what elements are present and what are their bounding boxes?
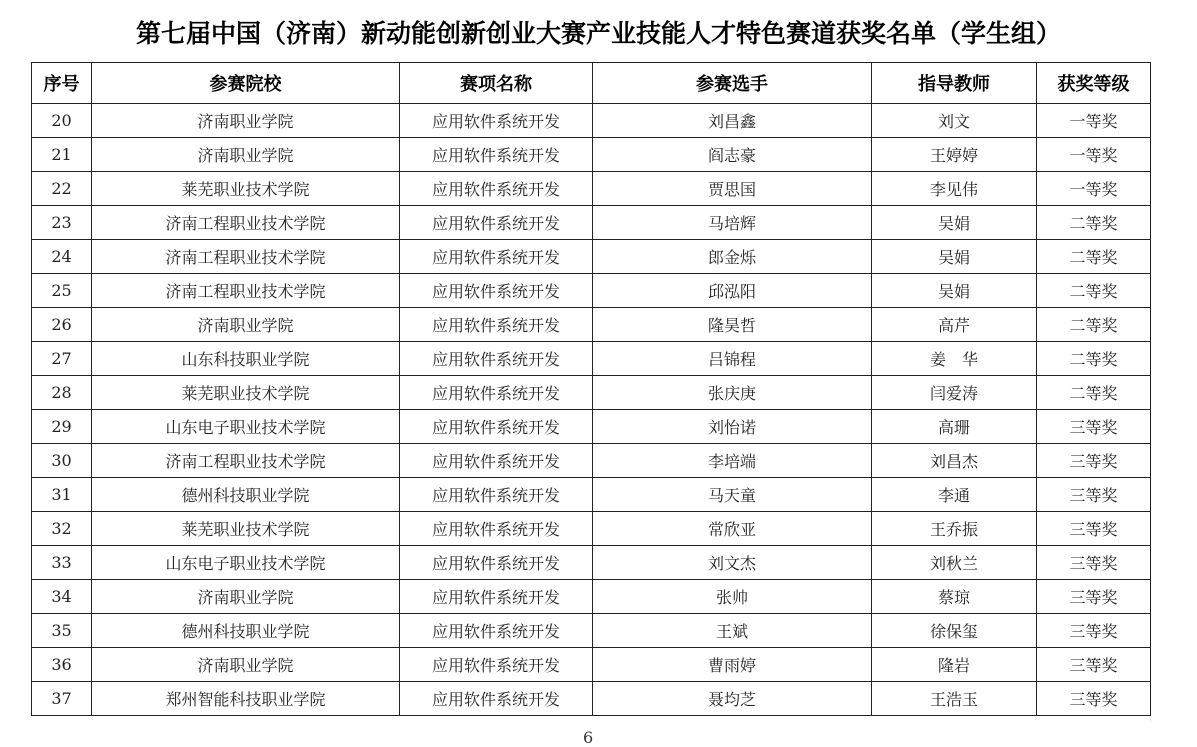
table-row	[32, 172, 1151, 206]
cell-school: 德州科技职业学院	[92, 478, 400, 512]
cell-player: 吕锦程	[593, 342, 872, 376]
cell-teacher: 李通	[872, 478, 1037, 512]
cell-seq: 37	[32, 682, 92, 716]
header-seq: 序号	[32, 63, 92, 104]
cell-school: 山东科技职业学院	[92, 342, 400, 376]
table-row	[32, 444, 1151, 478]
cell-level: 二等奖	[1037, 376, 1151, 410]
cell-player: 刘昌鑫	[593, 104, 872, 138]
awards-table-container	[31, 62, 1150, 716]
cell-teacher: 高珊	[872, 410, 1037, 444]
cell-teacher: 吴娟	[872, 206, 1037, 240]
cell-event: 应用软件系统开发	[400, 376, 593, 410]
cell-school: 莱芜职业技术学院	[92, 376, 400, 410]
awards-table	[31, 62, 1151, 716]
cell-event: 应用软件系统开发	[400, 444, 593, 478]
table-row	[32, 376, 1151, 410]
cell-school: 济南职业学院	[92, 138, 400, 172]
page-number: 6	[583, 728, 594, 747]
table-row	[32, 206, 1151, 240]
cell-seq: 30	[32, 444, 92, 478]
cell-event: 应用软件系统开发	[400, 410, 593, 444]
cell-seq: 25	[32, 274, 92, 308]
cell-seq: 24	[32, 240, 92, 274]
table-row	[32, 274, 1151, 308]
cell-school: 山东电子职业技术学院	[92, 546, 400, 580]
cell-level: 三等奖	[1037, 614, 1151, 648]
cell-teacher: 蔡琼	[872, 580, 1037, 614]
cell-level: 一等奖	[1037, 104, 1151, 138]
page-shadow-edge	[1150, 62, 1152, 722]
cell-seq: 35	[32, 614, 92, 648]
cell-event: 应用软件系统开发	[400, 308, 593, 342]
cell-event: 应用软件系统开发	[400, 614, 593, 648]
cell-level: 二等奖	[1037, 240, 1151, 274]
cell-event: 应用软件系统开发	[400, 240, 593, 274]
awards-table-body	[32, 104, 1151, 716]
cell-school: 莱芜职业技术学院	[92, 512, 400, 546]
cell-player: 阎志豪	[593, 138, 872, 172]
table-row	[32, 342, 1151, 376]
cell-teacher: 姜 华	[872, 342, 1037, 376]
cell-player: 聂均芝	[593, 682, 872, 716]
header-event: 赛项名称	[400, 63, 593, 104]
cell-teacher: 王婷婷	[872, 138, 1037, 172]
cell-player: 贾思国	[593, 172, 872, 206]
cell-seq: 33	[32, 546, 92, 580]
cell-teacher: 闫爱涛	[872, 376, 1037, 410]
cell-event: 应用软件系统开发	[400, 682, 593, 716]
cell-seq: 23	[32, 206, 92, 240]
cell-player: 邱泓阳	[593, 274, 872, 308]
cell-event: 应用软件系统开发	[400, 138, 593, 172]
cell-school: 山东电子职业技术学院	[92, 410, 400, 444]
table-row	[32, 308, 1151, 342]
table-row	[32, 104, 1151, 138]
header-school: 参赛院校	[92, 63, 400, 104]
cell-event: 应用软件系统开发	[400, 512, 593, 546]
cell-school: 济南职业学院	[92, 580, 400, 614]
cell-level: 三等奖	[1037, 478, 1151, 512]
cell-player: 王斌	[593, 614, 872, 648]
table-row	[32, 682, 1151, 716]
cell-player: 郎金烁	[593, 240, 872, 274]
cell-level: 三等奖	[1037, 444, 1151, 478]
cell-player: 刘怡诺	[593, 410, 872, 444]
cell-level: 三等奖	[1037, 512, 1151, 546]
cell-level: 三等奖	[1037, 410, 1151, 444]
cell-seq: 22	[32, 172, 92, 206]
cell-seq: 21	[32, 138, 92, 172]
cell-level: 一等奖	[1037, 172, 1151, 206]
cell-event: 应用软件系统开发	[400, 172, 593, 206]
table-row	[32, 138, 1151, 172]
header-teacher: 指导教师	[872, 63, 1037, 104]
cell-teacher: 刘秋兰	[872, 546, 1037, 580]
cell-teacher: 吴娟	[872, 274, 1037, 308]
cell-seq: 29	[32, 410, 92, 444]
header-player: 参赛选手	[593, 63, 872, 104]
cell-seq: 34	[32, 580, 92, 614]
cell-player: 张帅	[593, 580, 872, 614]
cell-level: 二等奖	[1037, 206, 1151, 240]
cell-player: 曹雨婷	[593, 648, 872, 682]
cell-school: 济南职业学院	[92, 648, 400, 682]
cell-teacher: 王乔振	[872, 512, 1037, 546]
cell-player: 常欣亚	[593, 512, 872, 546]
cell-school: 济南工程职业技术学院	[92, 274, 400, 308]
document-title: 第七届中国（济南）新动能创新创业大赛产业技能人才特色赛道获奖名单（学生组）	[135, 19, 1061, 48]
table-row	[32, 478, 1151, 512]
table-row	[32, 614, 1151, 648]
cell-player: 李培端	[593, 444, 872, 478]
cell-seq: 36	[32, 648, 92, 682]
cell-event: 应用软件系统开发	[400, 342, 593, 376]
cell-event: 应用软件系统开发	[400, 546, 593, 580]
cell-event: 应用软件系统开发	[400, 206, 593, 240]
cell-event: 应用软件系统开发	[400, 104, 593, 138]
cell-level: 二等奖	[1037, 308, 1151, 342]
cell-level: 一等奖	[1037, 138, 1151, 172]
cell-teacher: 隆岩	[872, 648, 1037, 682]
cell-player: 马培辉	[593, 206, 872, 240]
cell-school: 济南工程职业技术学院	[92, 206, 400, 240]
cell-school: 济南职业学院	[92, 104, 400, 138]
table-row	[32, 546, 1151, 580]
cell-school: 德州科技职业学院	[92, 614, 400, 648]
table-row	[32, 240, 1151, 274]
cell-school: 济南工程职业技术学院	[92, 240, 400, 274]
cell-school: 济南职业学院	[92, 308, 400, 342]
cell-player: 马天童	[593, 478, 872, 512]
cell-teacher: 吴娟	[872, 240, 1037, 274]
cell-seq: 32	[32, 512, 92, 546]
cell-seq: 26	[32, 308, 92, 342]
cell-teacher: 刘文	[872, 104, 1037, 138]
table-row	[32, 648, 1151, 682]
cell-seq: 31	[32, 478, 92, 512]
header-level: 获奖等级	[1037, 63, 1151, 104]
cell-teacher: 王浩玉	[872, 682, 1037, 716]
table-row	[32, 512, 1151, 546]
cell-event: 应用软件系统开发	[400, 580, 593, 614]
cell-school: 莱芜职业技术学院	[92, 172, 400, 206]
cell-level: 三等奖	[1037, 580, 1151, 614]
cell-seq: 28	[32, 376, 92, 410]
cell-school: 济南工程职业技术学院	[92, 444, 400, 478]
cell-level: 三等奖	[1037, 546, 1151, 580]
cell-level: 三等奖	[1037, 682, 1151, 716]
cell-player: 刘文杰	[593, 546, 872, 580]
cell-player: 隆昊哲	[593, 308, 872, 342]
cell-level: 二等奖	[1037, 274, 1151, 308]
cell-teacher: 徐保玺	[872, 614, 1037, 648]
table-header-row	[32, 63, 1151, 104]
cell-seq: 20	[32, 104, 92, 138]
cell-seq: 27	[32, 342, 92, 376]
cell-teacher: 高芹	[872, 308, 1037, 342]
cell-event: 应用软件系统开发	[400, 478, 593, 512]
table-row	[32, 410, 1151, 444]
table-row	[32, 580, 1151, 614]
cell-teacher: 刘昌杰	[872, 444, 1037, 478]
cell-event: 应用软件系统开发	[400, 274, 593, 308]
cell-player: 张庆庚	[593, 376, 872, 410]
cell-school: 郑州智能科技职业学院	[92, 682, 400, 716]
cell-level: 三等奖	[1037, 648, 1151, 682]
cell-event: 应用软件系统开发	[400, 648, 593, 682]
cell-level: 二等奖	[1037, 342, 1151, 376]
cell-teacher: 李见伟	[872, 172, 1037, 206]
